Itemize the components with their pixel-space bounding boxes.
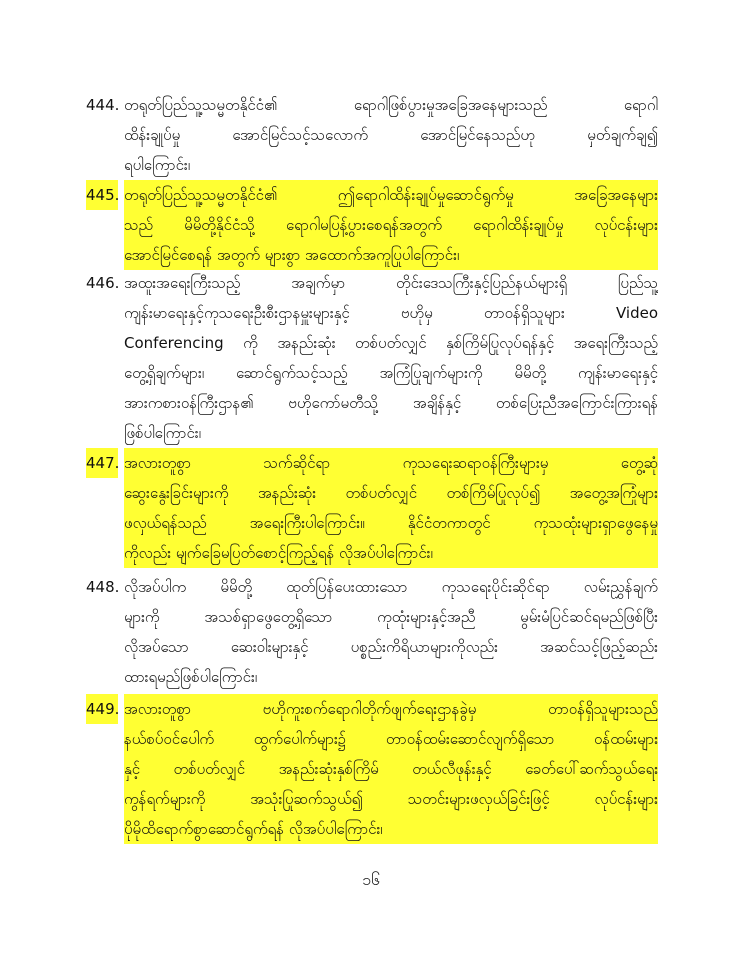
paragraph-447-highlighted <box>86 448 658 568</box>
paragraph-number: 446. <box>86 274 120 292</box>
highlighted-line: ကွန်ရက်များကို အသုံးပြုဆက်သွယ်၍ သတင်းများဖလှယ်ခြင်းဖြင့် လုပ်ငန်းများ <box>124 784 658 814</box>
paragraph-444 <box>86 90 658 180</box>
paragraph-number: 444. <box>86 96 120 114</box>
paragraph-text <box>124 448 658 568</box>
paragraph-line: Conferencing ကို အနည်းဆုံး တစ်ပတ်လျှင် နှစ်ကြိမ်ပြုလုပ်ရန်နှင့် အရေးကြီးသည့် <box>124 334 658 352</box>
paragraph-line: ထိန်းချုပ်မှု အောင်မြင်သင့်သလောက် အောင်မြင်နေသည်ဟု မှတ်ချက်ချ၍ <box>124 126 658 144</box>
paragraph-line: လိုအပ်သော ဆေးဝါးများနှင့် ပစ္စည်းကိရိယာများကိုလည်း အဆင်သင့်ဖြည့်ဆည်း <box>124 638 658 656</box>
highlighted-line: အလားတူစွာ ဗဟိုကူးစက်ရောဂါတိုက်ဖျက်ရေးဌာနခွဲမှ တာဝန်ရှိသူများသည် <box>124 694 658 724</box>
page-number: ၁၆ <box>362 870 380 889</box>
highlighted-line: အလားတူစွာ သက်ဆိုင်ရာ ကုသရေးဆရာဝန်ကြီးများမှ တွေ့ဆုံ <box>124 448 658 478</box>
paragraph-line: ကျန်းမာရေးနှင့်ကုသရေးဦးစီးဌာနမှူးများနှင့် ဗဟိုမှ တာဝန်ရှိသူများ Video <box>124 304 658 322</box>
paragraph-text <box>124 572 658 692</box>
highlighted-line: ဆွေးနွေးခြင်းများကို အနည်းဆုံး တစ်ပတ်လျှင် တစ်ကြိမ်ပြုလုပ်၍ အတွေ့အကြုံများ <box>124 478 658 508</box>
paragraph-text <box>124 90 658 180</box>
paragraph-448 <box>86 572 658 692</box>
paragraph-number: 449. <box>86 694 118 724</box>
highlighted-line: အောင်မြင်စေရန် အတွက် များစွာ အထောက်အကူပြုပါကြောင်း၊ <box>124 240 658 270</box>
paragraph-number: 448. <box>86 578 120 596</box>
paragraph-line: တွေ့ရှိချက်များ၊ ဆောင်ရွက်သင့်သည့် အကြံပြုချက်များကို မိမိတို့ ကျန်းမာရေးနှင့် <box>124 364 658 382</box>
paragraph-line: ထားရမည်ဖြစ်ပါကြောင်း၊ <box>124 668 258 686</box>
paragraph-line: အားကစားဝန်ကြီးဌာန၏ ဗဟိုကော်မတီသို့ အချိန်နှင့် တစ်ပြေးညီအကြောင်းကြားရန် <box>124 394 658 412</box>
paragraph-text <box>124 694 658 844</box>
paragraph-line: တရုတ်ပြည်သူ့သမ္မတနိုင်ငံ၏ ရောဂါဖြစ်ပွားမှုအခြေအနေများသည် ရောဂါ <box>124 96 658 114</box>
highlighted-line: ဖလှယ်ရန်သည် အရေးကြီးပါကြောင်း။ နိုင်ငံတကာတွင် ကုသထုံးများရှာဖွေနေမှု <box>124 508 658 538</box>
highlighted-line: နယ်စပ်ဝင်ပေါက် ထွက်ပေါက်များ၌ တာဝန်ထမ်းဆောင်လျက်ရှိသော ဝန်ထမ်းများ <box>124 724 658 754</box>
paragraph-text <box>124 180 658 270</box>
paragraph-line: အထူးအရေးကြီးသည့် အချက်မှာ တိုင်းဒေသကြီးနှင့်ပြည်နယ်များရှိ ပြည်သူ့ <box>124 274 658 292</box>
paragraph-line: ဖြစ်ပါကြောင်း၊ <box>124 424 201 442</box>
paragraph-text <box>124 268 658 448</box>
highlighted-line: ကိုလည်း မျက်ခြေမပြတ်စောင့်ကြည့်ရန် လိုအပ်ပါကြောင်း၊ <box>124 538 658 568</box>
paragraph-445-highlighted <box>86 180 658 270</box>
paragraph-number: 445. <box>86 180 118 210</box>
highlighted-line: ပိုမိုထိရောက်စွာဆောင်ရွက်ရန် လိုအပ်ပါကြောင်း၊ <box>124 814 658 844</box>
paragraph-449-highlighted <box>86 694 658 844</box>
paragraph-line: ရပါကြောင်း၊ <box>124 156 191 174</box>
paragraph-number: 447. <box>86 448 118 478</box>
paragraph-line: လိုအပ်ပါက မိမိတို့ ထုတ်ပြန်ပေးထားသော ကုသရေးပိုင်းဆိုင်ရာ လမ်းညွှန်ချက် <box>124 578 658 596</box>
highlighted-line: သည် မိမိတို့နိုင်ငံသို့ ရောဂါမပြန့်ပွားစေရန်အတွက် ရောဂါထိန်းချုပ်မှု လုပ်ငန်းများ <box>124 210 658 240</box>
highlighted-line: တရုတ်ပြည်သူ့သမ္မတနိုင်ငံ၏ ဤရောဂါထိန်းချုပ်မှုဆောင်ရွက်မှု အခြေအနေများ <box>124 180 658 210</box>
highlighted-line: နှင့် တစ်ပတ်လျှင် အနည်းဆုံးနှစ်ကြိမ် တယ်လီဖုန်းနှင့် ခေတ်ပေါ်ဆက်သွယ်ရေး <box>124 754 658 784</box>
paragraph-446 <box>86 268 658 448</box>
paragraph-line: များကို အသစ်ရှာဖွေတွေ့ရှိသော ကုထုံးများနှင့်အညီ မွမ်းမံပြင်ဆင်ရမည်ဖြစ်ပြီး <box>124 608 658 626</box>
